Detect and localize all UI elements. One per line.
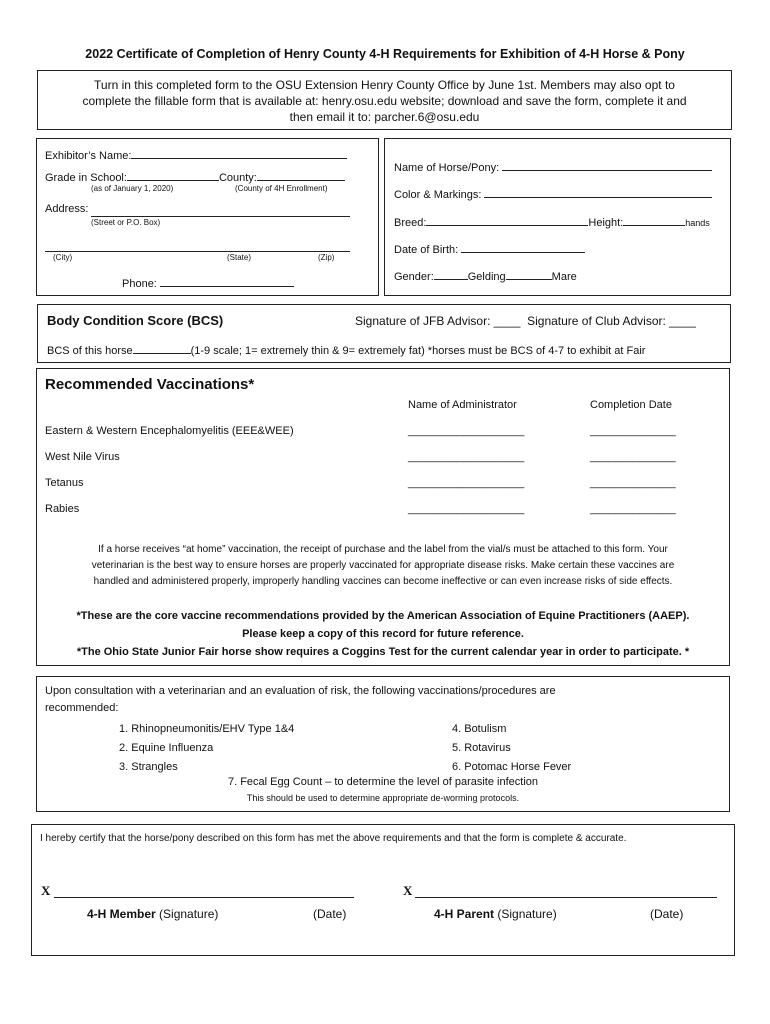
height-field[interactable] xyxy=(623,214,685,226)
note-line: If a horse receives “at home” vaccination, the receipt of purchase and the label from the vial/s must be attached to this form. Your xyxy=(98,544,668,555)
consult-list-left xyxy=(119,720,294,777)
member-signature-label xyxy=(87,907,218,921)
vaccination-footnotes xyxy=(37,607,729,661)
parent-x: X xyxy=(403,883,413,898)
bcs-field[interactable] xyxy=(133,342,191,354)
page-title: 2022 Certificate of Completion of Henry County 4-H Requirements for Exhibition of 4-H Horse & Pony xyxy=(85,47,685,61)
list-item: 1. Rhinopneumonitis/EHV Type 1&4 xyxy=(119,723,295,735)
date-field[interactable]: ______________ xyxy=(590,477,676,489)
horse-box xyxy=(384,138,731,296)
member-x: X xyxy=(41,883,51,898)
parent-date-label: (Date) xyxy=(650,907,684,921)
intro-box xyxy=(37,70,732,130)
mare-field[interactable] xyxy=(506,268,552,280)
date-field[interactable]: ______________ xyxy=(590,451,676,463)
certify-box xyxy=(31,824,735,956)
color-label: Color & Markings: xyxy=(394,189,482,201)
bcs-line xyxy=(47,342,645,357)
county-label: County: xyxy=(218,172,257,184)
certify-statement: I hereby certify that the horse/pony described on this form has met the above requirements and that the form is complete & accurate. xyxy=(40,833,627,844)
breed-label: Breed: xyxy=(394,217,427,229)
vaccine-item: Tetanus xyxy=(45,477,84,489)
member-label-rest: (Signature) xyxy=(155,907,219,921)
consult-intro-2: recommended: xyxy=(45,702,119,714)
hands-label: hands xyxy=(685,218,710,228)
vaccine-item: Eastern & Western Encephalomyelitis (EEE&WEE) xyxy=(45,425,294,437)
horse-name-label: Name of Horse/Pony: xyxy=(394,162,500,174)
parent-signature-line[interactable] xyxy=(415,897,717,898)
date-field[interactable]: ______________ xyxy=(590,425,676,437)
dob-row xyxy=(394,241,585,256)
gelding-label: Gelding xyxy=(467,271,506,283)
exhibitor-box xyxy=(36,138,379,296)
vaccine-item: Rabies xyxy=(45,503,80,515)
exhibitor-name-field[interactable] xyxy=(131,147,347,159)
bcs-prefix: BCS of this horse xyxy=(47,345,133,357)
administrator-field[interactable]: ___________________ xyxy=(408,425,525,437)
consult-item-7-note: This should be used to determine appropriate de-worming protocols. xyxy=(246,793,520,803)
col-administrator: Name of Administrator xyxy=(408,399,517,411)
date-field[interactable]: ______________ xyxy=(590,503,676,515)
consult-intro-1: Upon consultation with a veterinarian and an evaluation of risk, the following vaccinations/procedures are xyxy=(45,685,556,697)
gender-row xyxy=(394,268,577,283)
list-item: 6. Potomac Horse Fever xyxy=(452,761,572,773)
bcs-heading: Body Condition Score (BCS) xyxy=(47,313,224,328)
exhibitor-name-label: Exhibitor’s Name: xyxy=(45,150,132,162)
administrator-field[interactable]: ___________________ xyxy=(408,503,525,515)
city-state-zip-field[interactable] xyxy=(45,240,350,252)
intro-line: complete the fillable form that is available at: henry.osu.edu website; download and save the form, complete it and xyxy=(82,94,687,108)
grade-label: Grade in School: xyxy=(45,172,127,184)
phone-label: Phone: xyxy=(122,278,157,290)
vaccinations-heading: Recommended Vaccinations* xyxy=(45,376,255,393)
note-line: handled and administered properly, improperly handling vaccines can become ineffective or can even increase risks of side effects. xyxy=(93,576,673,587)
city-note: (City) xyxy=(53,253,73,262)
parent-label-bold: 4-H Parent xyxy=(434,907,495,921)
list-item: 2. Equine Influenza xyxy=(119,742,214,754)
col-completion-date: Completion Date xyxy=(590,399,672,411)
consult-box xyxy=(36,676,730,812)
zip-note: (Zip) xyxy=(318,253,335,262)
member-signature-line[interactable] xyxy=(54,897,354,898)
state-note: (State) xyxy=(227,253,252,262)
list-item: 3. Strangles xyxy=(119,761,178,773)
grade-field[interactable] xyxy=(127,169,219,181)
color-row xyxy=(394,186,712,201)
list-item: 4. Botulism xyxy=(452,723,507,735)
bcs-box xyxy=(37,304,731,363)
breed-row xyxy=(394,214,710,229)
footnote-line: Please keep a copy of this record for future reference. xyxy=(242,628,524,640)
mare-label: Mare xyxy=(551,271,577,283)
phone-row xyxy=(122,275,294,290)
dob-label: Date of Birth: xyxy=(394,244,459,256)
street-field[interactable] xyxy=(91,205,350,217)
consult-list-right xyxy=(452,720,571,777)
dob-field[interactable] xyxy=(461,241,585,253)
horse-name-field[interactable] xyxy=(502,159,712,171)
address-label: Address: xyxy=(45,203,89,215)
county-field[interactable] xyxy=(257,169,345,181)
street-note: (Street or P.O. Box) xyxy=(91,218,161,227)
grade-note: (as of January 1, 2020) xyxy=(91,184,174,193)
gelding-field[interactable] xyxy=(434,268,468,280)
member-label-bold: 4-H Member xyxy=(87,907,156,921)
vaccine-item: West Nile Virus xyxy=(45,451,120,463)
vaccination-note xyxy=(37,542,729,590)
list-item: 5. Rotavirus xyxy=(452,742,511,754)
county-note: (County of 4H Enrollment) xyxy=(235,184,328,193)
parent-label-rest: (Signature) xyxy=(494,907,557,921)
administrator-field[interactable]: ___________________ xyxy=(408,477,525,489)
footnote-line: *The Ohio State Junior Fair horse show requires a Coggins Test for the current calendar year in order to participate. * xyxy=(76,646,690,658)
grade-county-row xyxy=(45,169,345,184)
consult-item-7: 7. Fecal Egg Count – to determine the level of parasite infection xyxy=(227,776,538,788)
horse-name-row xyxy=(394,159,712,174)
parent-signature-label xyxy=(434,907,557,921)
vaccinations-box xyxy=(36,368,730,666)
bcs-suffix: (1-9 scale; 1= extremely thin & 9= extremely fat) *horses must be BCS of 4-7 to exhibit at Fair xyxy=(190,345,646,357)
footnote-line: *These are the core vaccine recommendations provided by the American Association of Equine Practitioners (AAEP). xyxy=(76,610,690,622)
member-date-label: (Date) xyxy=(313,907,347,921)
note-line: veterinarian is the best way to ensure horses are properly vaccinated for appropriate disease risks. Make certain these vaccines are xyxy=(91,560,675,571)
intro-line: then email it to: parcher.6@osu.edu xyxy=(289,110,480,124)
bcs-signatures: Signature of JFB Advisor: ____ Signature of Club Advisor: ____ xyxy=(355,314,696,328)
administrator-field[interactable]: ___________________ xyxy=(408,451,525,463)
intro-line: Turn in this completed form to the OSU Extension Henry County Office by June 1st. Members may also opt to xyxy=(94,78,675,92)
phone-field[interactable] xyxy=(160,275,294,287)
color-field[interactable] xyxy=(484,186,712,198)
height-label: Height: xyxy=(588,217,624,229)
gender-label: Gender: xyxy=(394,271,434,283)
intro-text xyxy=(38,77,731,125)
breed-field[interactable] xyxy=(426,214,588,226)
exhibitor-name-row xyxy=(45,147,347,162)
